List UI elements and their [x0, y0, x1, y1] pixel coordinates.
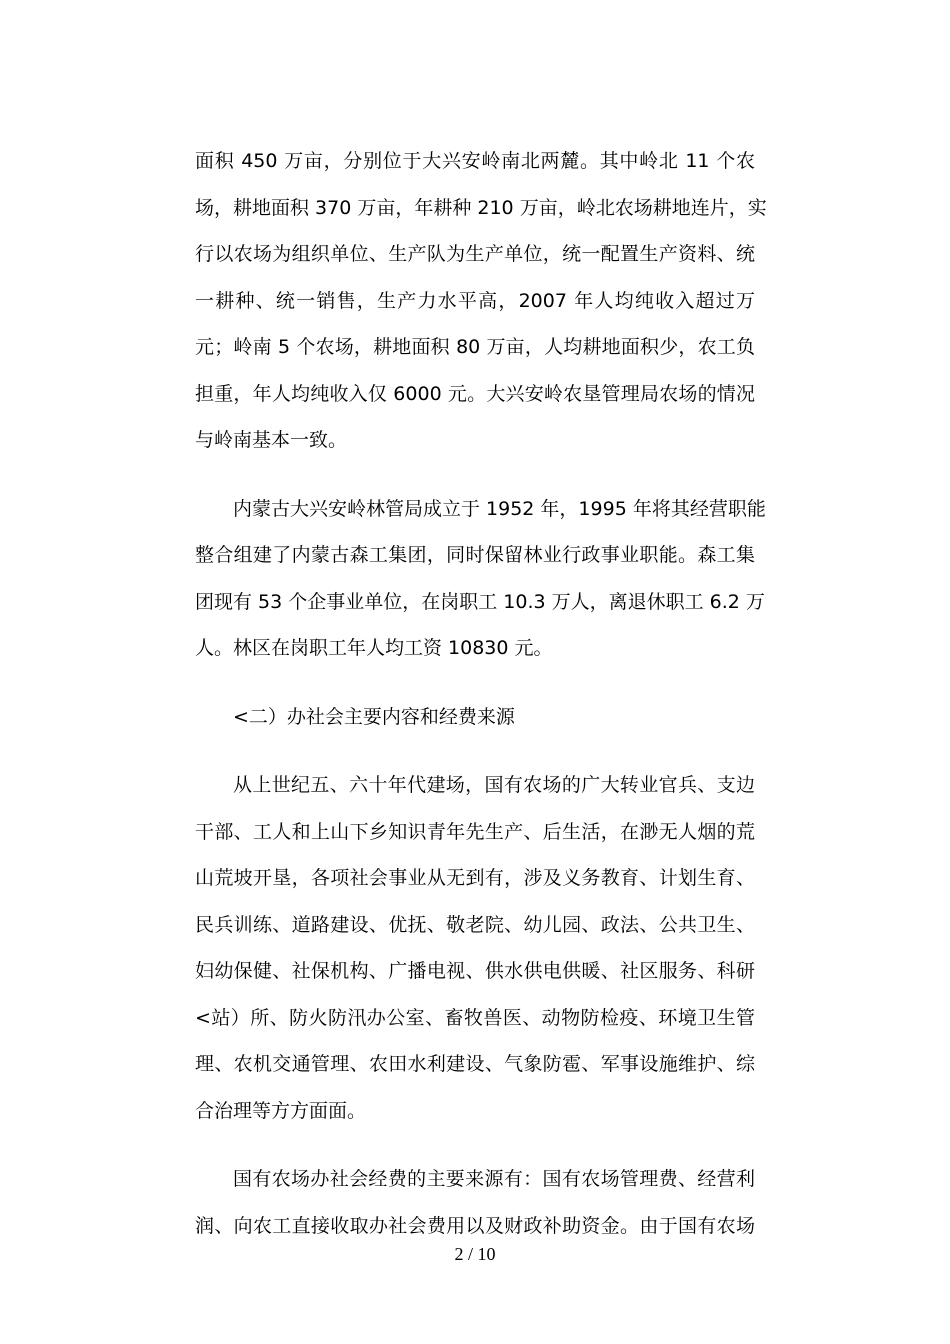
text-line: <站）所、防火防汛办公室、畜牧兽医、动物防检疫、环境卫生管: [195, 1006, 755, 1029]
text-line: 民兵训练、道路建设、优抚、敬老院、幼儿园、政法、公共卫生、: [195, 913, 755, 936]
paragraph-social-services: [195, 762, 755, 1134]
text-line: 从上世纪五、六十年代建场，国有农场的广大转业官兵、支边: [233, 774, 755, 796]
section-heading: [195, 694, 755, 741]
text-line: 一耕种、统一销售，生产力水平高，2007 年人均纯收入超过万: [195, 289, 755, 312]
text-line: 人。林区在岗职工年人均工资 10830 元。: [195, 637, 553, 659]
paragraph-farm-area: [195, 138, 767, 464]
paragraph-forestry-bureau: [195, 486, 766, 672]
text-line: 场，耕地面积 370 万亩，年耕种 210 万亩，岭北农场耕地连片，实: [195, 196, 767, 219]
text-line: 内蒙古大兴安岭林管局成立于 1952 年，1995 年将其经营职能: [233, 497, 766, 520]
text-line: 妇幼保健、社保机构、广播电视、供水供电供暖、社区服务、科研: [195, 960, 755, 982]
text-line: 元；岭南 5 个农场，耕地面积 80 万亩，人均耕地面积少，农工负: [195, 336, 755, 358]
paragraph-funding-sources: [195, 1156, 755, 1249]
text-line: 担重，年人均纯收入仅 6000 元。大兴安岭农垦管理局农场的情况: [195, 382, 755, 405]
text-line: 团现有 53 个企事业单位，在岗职工 10.3 万人，离退休职工 6.2 万: [195, 590, 765, 613]
text-line: 理、农机交通管理、农田水利建设、气象防雹、军事设施维护、综: [195, 1053, 755, 1075]
text-line: 行以农场为组织单位、生产队为生产单位，统一配置生产资料、统: [195, 243, 755, 265]
text-line: 与岭南基本一致。: [195, 429, 348, 451]
document-body: [195, 138, 767, 1271]
text-line: 山荒坡开垦，各项社会事业从无到有，涉及义务教育、计划生育、: [195, 867, 755, 889]
text-line: 干部、工人和上山下乡知识青年先生产、后生活，在渺无人烟的荒: [195, 820, 755, 843]
page-number: 2 / 10: [454, 1244, 496, 1264]
text-line: 合治理等方方面面。: [195, 1099, 367, 1122]
text-line: 整合组建了内蒙古森工集团，同时保留林业行政事业职能。森工集: [195, 544, 755, 566]
section-heading-text: <二）办社会主要内容和经费来源: [233, 705, 515, 728]
text-line: 面积 450 万亩，分别位于大兴安岭南北两麓。其中岭北 11 个农: [195, 150, 755, 172]
text-line: 润、向农工直接收取办社会费用以及财政补助资金。由于国有农场: [195, 1214, 755, 1237]
text-line: 国有农场办社会经费的主要来源有：国有农场管理费、经营利: [233, 1168, 755, 1190]
